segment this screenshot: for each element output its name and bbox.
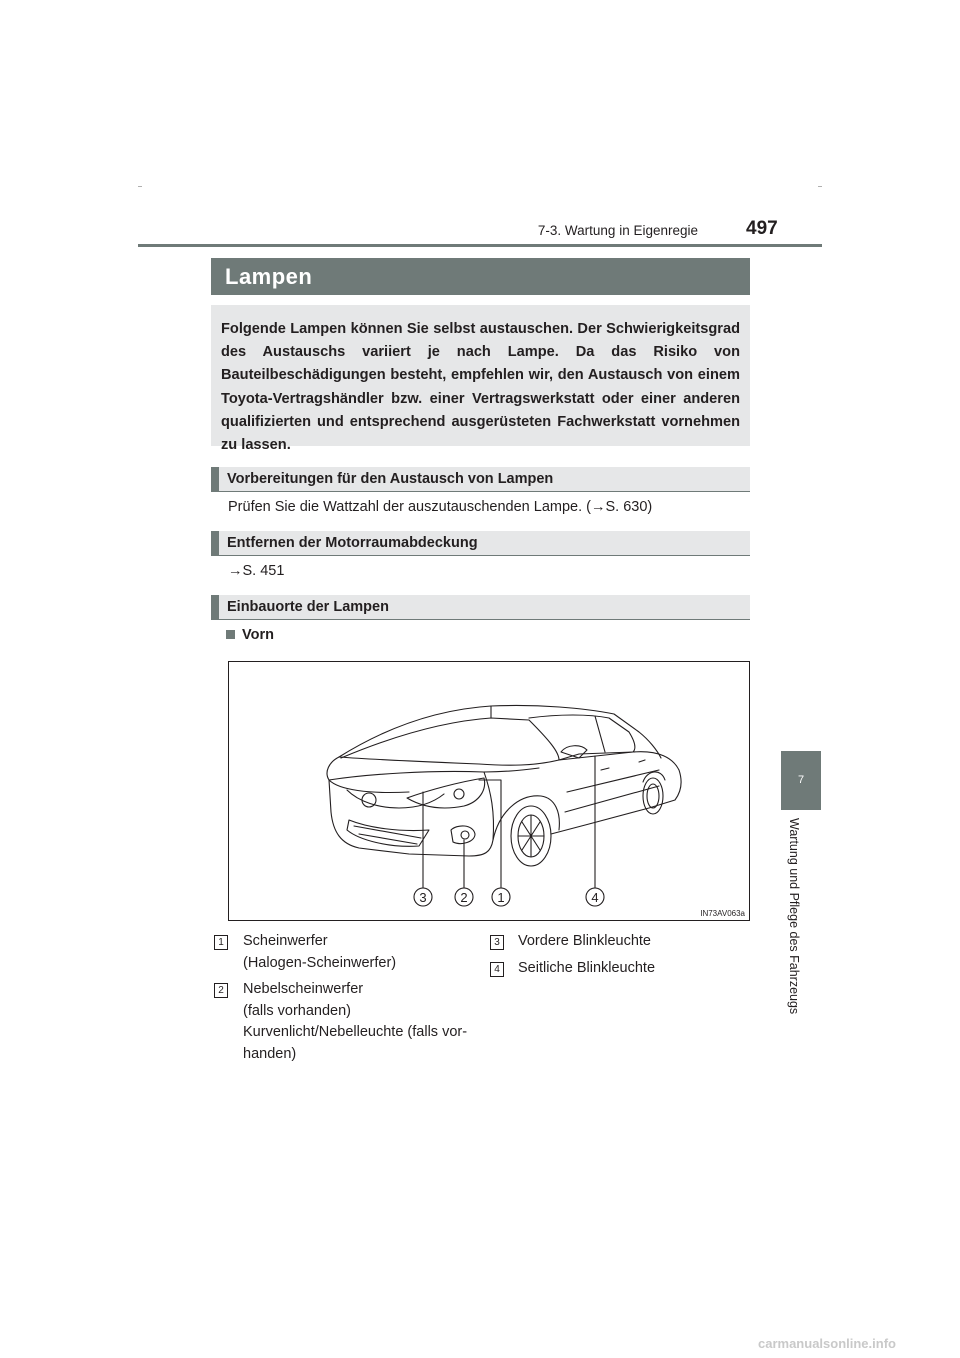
title-bar [211,258,750,295]
header-rule [138,244,822,247]
figure-code: IN73AV063a [700,909,745,918]
legend-text: Nebelscheinwerfer [243,981,364,997]
section-heading [211,595,750,620]
section-heading-marker [211,531,219,555]
legend-number: 1 [214,935,228,950]
section-heading-marker [211,595,219,619]
section-heading-text: Einbauorte der Lampen [227,599,389,615]
legend-item-4 [518,958,655,980]
section-heading-text: Entfernen der Motorraumabdeckung [227,535,478,551]
subheading-text: Vorn [242,627,274,643]
page-title: Lampen [225,264,313,289]
crop-mark [818,186,822,187]
callout-1: 1 [497,890,505,905]
legend-text: (falls vorhanden) [243,1002,351,1019]
section-reference: 7-3. Wartung in Eigenregie [537,223,698,238]
chapter-label: Wartung und Pflege des Fahrzeugs [787,818,801,1015]
legend-text: Seitliche Blinkleuchte [518,960,656,976]
section-text: Prüfen Sie die Wattzahl der auszutauschenden Lampe. (→S. 630) [228,499,653,515]
legend-number: 3 [490,935,504,950]
legend-text: (Halogen-Scheinwerfer) [243,954,397,971]
legend-text: Vordere Blinkleuchte [518,933,651,949]
subheading [226,627,274,643]
callout-4: 4 [591,890,599,905]
legend-item-3 [518,931,651,953]
section-heading [211,467,750,492]
intro-text: Folgende Lampen können Sie selbst austauschen. Der Schwierigkeitsgrad des Austauschs variiert je nach Lampe. Da das Risiko von Bauteilbeschädigungen besteht, empfehlen wir, den Austausch von einem Toyota-Vertragshändler bzw. einer Vertragswerkstatt oder einer anderen qualifizierten und entsprechend ausgerüsteten Fachwerkstatt vornehmen zu lassen. [221,321,740,454]
square-bullet-icon [226,630,235,639]
legend-number: 4 [490,962,504,977]
callout-2: 2 [460,890,468,905]
section-heading [211,531,750,556]
intro-box [211,305,750,454]
legend-text: Scheinwerfer [243,933,328,949]
watermark: carmanualsonline.info [758,1336,896,1351]
page-number: 497 [746,218,778,239]
car-figure [228,661,750,921]
legend-item-1 [243,931,396,974]
section-text: →S. 451 [228,563,285,579]
legend-number: 2 [214,983,228,998]
legend-text: handen) [243,1045,297,1062]
crop-mark [138,186,142,187]
legend-text: Kurvenlicht/Nebelleuchte (falls vor- [243,1024,468,1040]
section-heading-text: Vorbereitungen für den Austausch von Lampen [227,471,554,487]
callout-3: 3 [419,890,427,905]
section-heading-marker [211,467,219,491]
legend-item-2 [243,979,467,1065]
car-illustration [229,662,749,920]
chapter-tab: 7 [781,751,821,810]
